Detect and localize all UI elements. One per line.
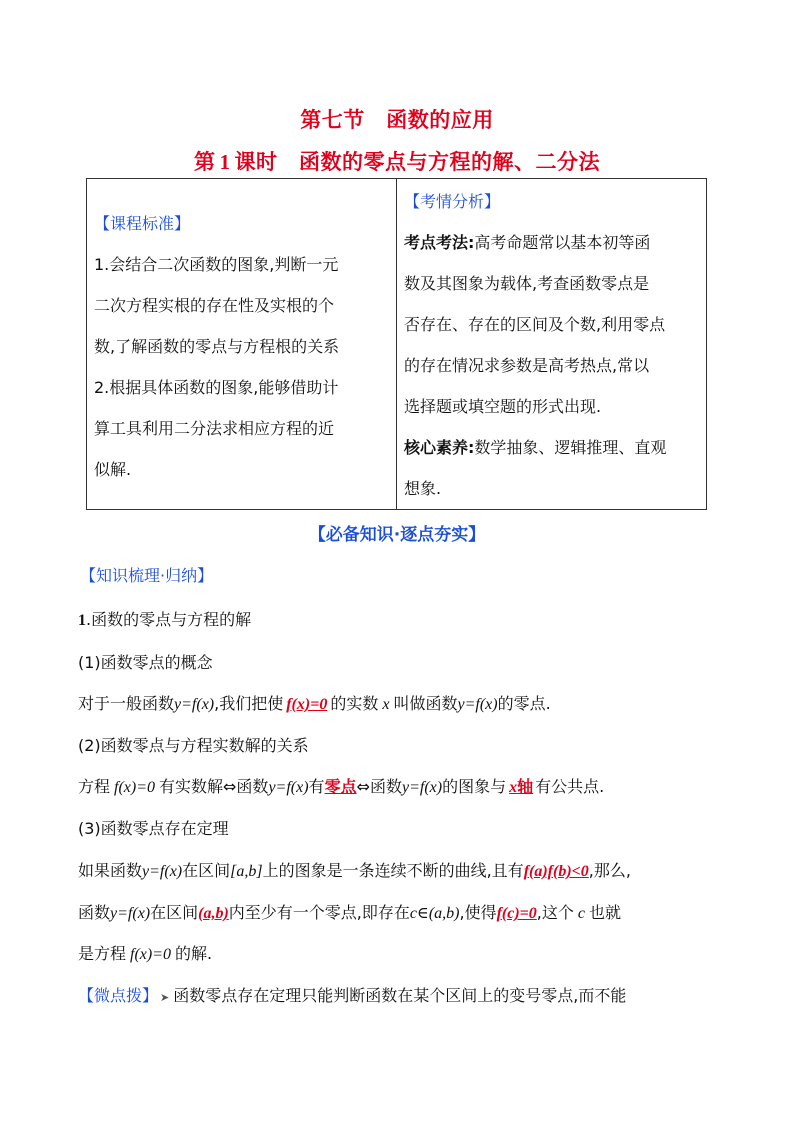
- paragraph-heading: (2)函数零点与方程实数解的关系: [78, 736, 309, 755]
- paragraph-heading: (1)函数零点的概念: [78, 653, 213, 672]
- tip-line: [78, 983, 626, 1006]
- text: 是方程: [78, 944, 127, 963]
- tip-label: 【微点拨】: [78, 986, 159, 1005]
- fill-blank: f(a)f(b)<0: [523, 863, 589, 880]
- formula: y=f(x): [174, 696, 215, 713]
- text: ⇔函数: [356, 777, 402, 796]
- heading-number: 1: [78, 612, 86, 629]
- formula: y=f(x): [457, 696, 498, 713]
- text: 在区间: [150, 903, 199, 922]
- paragraph-heading: (3)函数零点存在定理: [78, 819, 229, 838]
- text: 内至少有一个零点,即存在: [228, 903, 410, 922]
- analysis-text: 数学抽象、逻辑推理、直观: [474, 438, 667, 457]
- heading-text: .函数的零点与方程的解: [86, 610, 252, 629]
- heading-zeros-and-solutions: [78, 607, 251, 630]
- core-literacy-key: 核心素养:: [404, 438, 475, 457]
- text: 在区间: [182, 861, 231, 880]
- fill-blank: 零点: [324, 779, 357, 796]
- analysis-line: [404, 427, 702, 468]
- lesson-title: [0, 146, 794, 176]
- standard-line: 2.根据具体函数的图象,能够借助计: [94, 378, 339, 397]
- lesson-title-pre: 第: [194, 150, 216, 174]
- text: ,那么,: [588, 861, 631, 880]
- tip-text: 函数零点存在定理只能判断函数在某个区间上的变号零点,而不能: [173, 986, 627, 1005]
- text: 也就: [589, 903, 622, 922]
- fill-blank: x: [509, 779, 518, 796]
- analysis-line: 想象.: [404, 479, 442, 498]
- standard-line: 算工具利用二分法求相应方程的近: [94, 419, 335, 438]
- knowledge-subsection-heading: 【知识梳理·归纳】: [80, 566, 214, 585]
- text: ,使得: [459, 903, 497, 922]
- section-title: 第七节 函数的应用: [300, 108, 494, 132]
- analysis-line: 否存在、存在的区间及个数,利用零点: [404, 315, 666, 334]
- exam-analysis-cell: [404, 181, 702, 509]
- analysis-text: 高考命题常以基本初等函: [474, 233, 651, 252]
- text: ,这个: [536, 903, 574, 922]
- formula: y=f(x): [268, 779, 309, 796]
- triangle-arrow-icon: ➤: [160, 991, 170, 1004]
- formula: y=f(x): [110, 905, 151, 922]
- formula: x: [382, 696, 390, 713]
- zero-definition-line: [78, 691, 551, 714]
- fill-blank: (a,b): [198, 905, 229, 922]
- analysis-line: [404, 222, 702, 263]
- text: 叫做函数: [393, 694, 458, 713]
- curriculum-standard-cell: [94, 203, 390, 490]
- fill-blank: f(c)=0: [496, 905, 537, 922]
- formula: c: [577, 905, 585, 922]
- text: 的图象与: [442, 777, 507, 796]
- fill-blank: 轴: [517, 779, 534, 796]
- formula: f(x)=0: [130, 946, 172, 963]
- exam-points-key: 考点考法:: [404, 233, 475, 252]
- text: 如果函数: [78, 861, 143, 880]
- formula: c∈(a,b): [409, 905, 460, 922]
- theorem-line-2: [78, 900, 621, 923]
- standard-line: 二次方程实根的存在性及实根的个: [94, 296, 335, 315]
- text: 上的图象是一条连续不断的曲线,且有: [262, 861, 524, 880]
- lesson-title-number: 1: [219, 150, 231, 174]
- lesson-title-main: 课时 函数的零点与方程的解、二分法: [234, 150, 600, 174]
- formula: y=f(x): [402, 779, 443, 796]
- analysis-line: 选择题或填空题的形式出现.: [404, 397, 602, 416]
- theorem-line-1: [78, 858, 631, 881]
- text: 的零点.: [497, 694, 551, 713]
- analysis-line: 数及其图象为载体,考查函数零点是: [404, 274, 650, 293]
- standard-line: 数,了解函数的零点与方程根的关系: [94, 337, 340, 356]
- theorem-line-3: [78, 941, 212, 964]
- text: 有公共点.: [535, 777, 605, 796]
- standard-line: 1.会结合二次函数的图象,判断一元: [94, 255, 339, 274]
- curriculum-standard-label: 【课程标准】: [94, 214, 191, 233]
- equivalence-line: [78, 774, 604, 797]
- formula: [a,b]: [230, 863, 263, 880]
- text: 方程: [78, 777, 111, 796]
- table-divider: [396, 179, 397, 509]
- text: ,我们把使: [214, 694, 284, 713]
- knowledge-section-heading: 【必备知识·逐点夯实】: [308, 525, 486, 545]
- text: 函数: [78, 903, 111, 922]
- text: 有实数解⇔函数: [159, 777, 269, 796]
- formula: f(x)=0: [114, 779, 156, 796]
- standards-table: [86, 178, 707, 510]
- text: 的解.: [175, 944, 213, 963]
- exam-analysis-label: 【考情分析】: [404, 192, 501, 211]
- fill-blank: f(x)=0: [286, 696, 328, 713]
- text: 的实数: [330, 694, 379, 713]
- standard-line: 似解.: [94, 460, 132, 479]
- analysis-line: 的存在情况求参数是高考热点,常以: [404, 356, 650, 375]
- text: 对于一般函数: [78, 694, 175, 713]
- text: 有: [308, 777, 325, 796]
- formula: y=f(x): [142, 863, 183, 880]
